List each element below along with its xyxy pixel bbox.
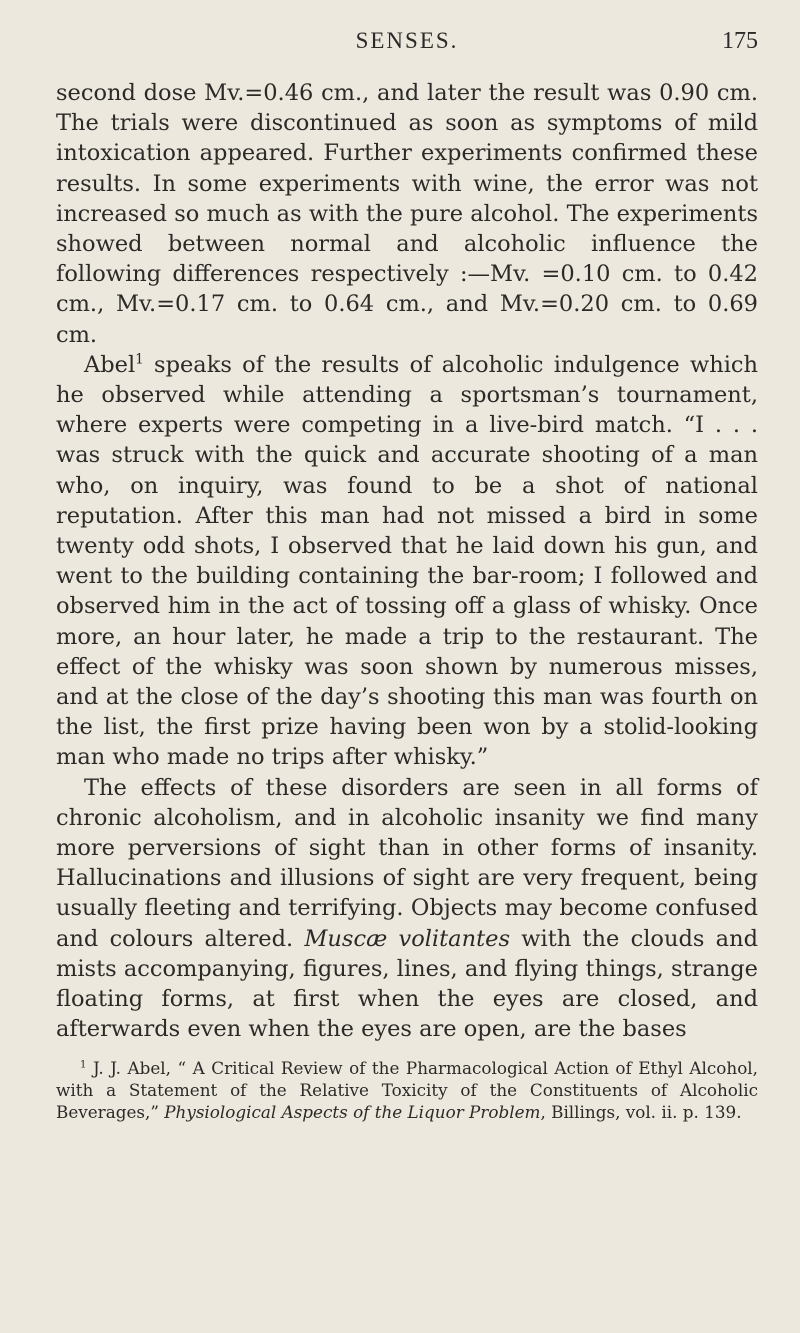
- footnote: [56, 1057, 758, 1123]
- paragraph-continued: second dose Mv.=0.46 cm., and later the result was 0.90 cm. The trials were discontinued as soon as symptoms of mild intoxication appeared. Further experiments confirmed these results. In some experiments with wine, the error was not increased so much as with the pure alcohol. The experiments showed between normal and alcoholic influence the following differences respectively :—Mv. =0.10 cm. to 0.42 cm., Mv.=0.17 cm. to 0.64 cm., and Mv.=0.20 cm. to 0.69 cm.: [56, 80, 758, 348]
- italic-term: Muscæ volitantes: [304, 925, 510, 952]
- paragraph-effects: [56, 773, 758, 1045]
- running-title: SENSES.: [355, 28, 459, 53]
- footnote-text: J. J. Abel, “ A Critical Review of the Pharmacological Action of Ethyl Alcohol, with a Statement of the Relative Toxicity of the Constituents of Alcoholic Beverages,”: [56, 1057, 758, 1122]
- running-head: [56, 28, 758, 78]
- footnote-marker: 1: [80, 1058, 87, 1070]
- footnotes: [56, 1057, 758, 1123]
- body-text: [56, 78, 758, 1045]
- footnote-text-end: , Billings, vol. ii. p. 139.: [540, 1101, 742, 1122]
- paragraph-lead: Abel: [84, 351, 136, 378]
- book-page: [56, 28, 758, 1308]
- paragraph-text: The effects of these disorders are seen in all forms of chronic alcoholism, and in alcoholic insanity we find many more perversions of sight than in other forms of insanity. Hallucinations and illusions of sight are very frequent, being usually fleeting and terrifying. Objects may become confused and colours altered.: [56, 774, 758, 952]
- paragraph-text-end: with the clouds and mists accompanying, figures, lines, and flying things, strange floating forms, at first when the eyes are closed, and afterwards even when the eyes are open, are the bases: [56, 925, 758, 1043]
- paragraph-abel: [56, 350, 758, 773]
- paragraph-rest: speaks of the results of alcoholic indulgence which he observed while attending a sportsman’s tournament, where experts were competing in a live-bird match. “I . . . was struck with the quick and accurate shooting of a man who, on inquiry, was found to be a shot of national reputation. After this man had not missed a bird in some twenty odd shots, I observed that he laid down his gun, and went to the building containing the bar-room; I followed and observed him in the act of tossing off a glass of whisky. Once more, an hour later, he made a trip to the restaurant. The effect of the whisky was soon shown by numerous misses, and at the close of the day’s shooting this man was fourth on the list, the first prize having been won by a stolid-looking man who made no trips after whisky.”: [56, 351, 758, 771]
- page-number: 175: [722, 28, 758, 54]
- footnote-italic-title: Physiological Aspects of the Liquor Problem: [164, 1101, 541, 1122]
- footnote-reference: 1: [135, 351, 144, 368]
